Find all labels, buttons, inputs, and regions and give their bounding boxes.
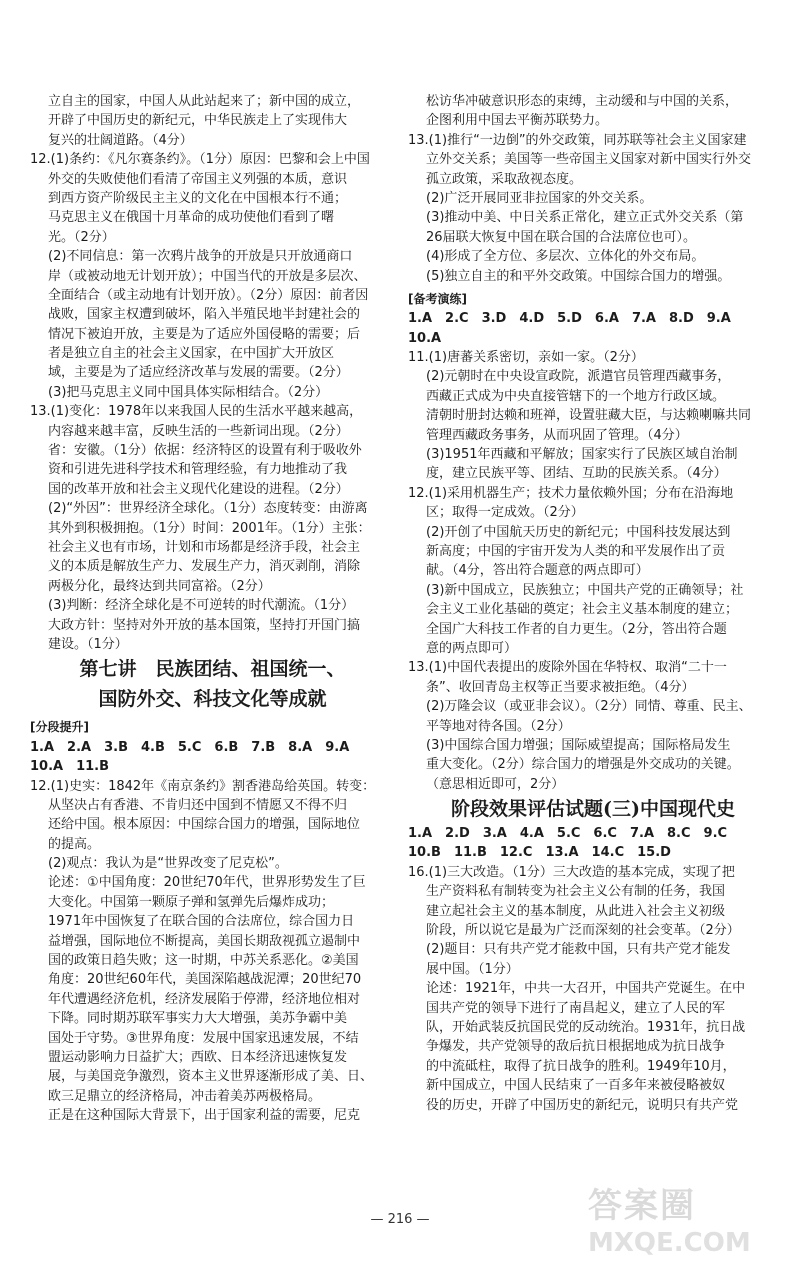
text-line: 条”、收回青岛主权等正当要求被拒绝。（4分） <box>426 679 695 695</box>
text-line: 13.(1)中国代表提出的废除外国在华特权、取消“二十一 <box>408 660 727 676</box>
text-line: (3)推动中美、中日关系正常化，建立正式外交关系（第 <box>426 210 744 226</box>
watermark-bottom-text: MXQE.COM <box>588 1228 751 1258</box>
answer-key-line: 1.A 2.A 3.B 4.B 5.C 6.B 7.B 8.A 9.A <box>30 739 350 755</box>
answer-key-line: 10.A <box>408 330 442 346</box>
section-tag: [备考演练] <box>408 291 467 306</box>
page-number: — 216 — <box>370 1212 430 1227</box>
line-text: （1分）依据：经济特区的设置有利于吸收外 <box>113 443 362 459</box>
text-line: 欧三足鼎立的经济格局，冲击着美苏两极格局。 <box>48 1088 322 1104</box>
text-line: 国共产党的领导下进行了南昌起义，建立了人民的军 <box>426 1000 726 1016</box>
left-column <box>30 92 395 1126</box>
right-column <box>408 92 778 1115</box>
text-line: 到西方资产阶级民主主义的文化在中国根本行不通； <box>48 190 348 206</box>
text-line: 论述：①中国角度：20世纪70年代，世界形势发生了巨 <box>48 875 366 891</box>
text-line: (3)中国综合国力增强；国际威望提高；国际格局发生 <box>426 737 731 753</box>
text-line: 岸（或被动地无计划开放）；中国当代的开放是多层次、 <box>48 268 367 284</box>
text-line: 马克思主义在俄国十月革命的成功使他们看到了曙 <box>48 210 335 226</box>
text-line: 其外到积极拥抱。（1分）时间：2001年。（1分）主张： <box>48 520 371 536</box>
text-line: 盟运动影响力日益扩大；西欧、日本经济迅速恢复发 <box>48 1049 348 1065</box>
text-line: 展中国。（1分） <box>426 961 519 977</box>
text-line: 26届联大恢复中国在联合国的合法席位也可）。 <box>426 229 697 245</box>
text-line: 益增强，国际地位不断提高，美国长期敌视孤立遏制中 <box>48 933 361 949</box>
text-line: 全国广大科技工作者的自力更生。（2分，答出符合题 <box>426 621 727 637</box>
text-line: (3)把马克思主义同中国具体实际相结合。（2分） <box>48 384 329 400</box>
text-line: 资和引进先进科学技术和管理经验，有力地推动了我 <box>48 462 348 478</box>
answer-key-line: 10.A 11.B <box>30 759 110 775</box>
text-line: (2)广泛开展同亚非拉国家的外交关系。 <box>426 190 653 206</box>
text-line: 新高度；中国的宇宙开发为人类的和平发展作出了贡 <box>426 543 726 559</box>
text-line: 角度：20世纪60年代，美国深陷越战泥潭；20世纪70 <box>48 972 362 988</box>
text-line: 国处于守势。③世界角度：发展中国家迅速发展，不结 <box>48 1030 359 1046</box>
text-line: 企图利用中国去平衡苏联势力。 <box>426 113 609 129</box>
text-line: 展，与美国竞争激烈，资本主义世界逐渐形成了美、日、 <box>48 1069 374 1085</box>
text-line: 16.(1)三大改造。（1分）三大改造的基本完成，实现了把 <box>408 864 735 880</box>
text-line: (4)形成了全方位、多层次、立体化的外交布局。 <box>426 249 705 265</box>
text-line: (2)万隆会议（或亚非会议）。（2分）同情、尊重、民主、 <box>426 699 752 715</box>
text-line: 生产资料私有制转变为社会主义公有制的任务，我国 <box>426 884 726 900</box>
text-line: 国的政策日趋失败；这一时期，中苏关系恶化。②美国 <box>48 953 359 969</box>
text-line: 正是在这种国际大背景下，出于国家利益的需要，尼克 <box>48 1108 361 1124</box>
section-title: 国防外交、科技文化等成就 <box>98 688 327 711</box>
answer-key-line: 1.A 2.D 3.A 4.A 5.C 6.C 7.A 8.C 9.C <box>408 826 728 842</box>
text-line: (2)“外因”：世界经济全球化。（1分）态度转变：由游离 <box>48 501 368 517</box>
text-line: 全面结合（或主动地有计划开放）。（2分）原因：前者因 <box>48 287 369 303</box>
line-prefix: 省：安徽。 <box>48 443 114 459</box>
text-line: 西藏正式成为中央直接管辖下的一个地方行政区域。 <box>426 388 726 404</box>
text-line: (2)题目：只有共产党才能救中国，只有共产党才能发 <box>426 942 731 958</box>
text-line: 1971年中国恢复了在联合国的合法席位，综合国力日 <box>48 914 355 930</box>
text-line: 12.(1)史实：1842年《南京条约》割香港岛给英国。转变： <box>30 778 376 794</box>
text-line: 意的两点即可） <box>426 640 518 656</box>
text-line: 13.(1)变化：1978年以来我国人民的生活水平越来越高， <box>30 404 363 420</box>
text-line: (3)1951年西藏和平解放；国家实行了民族区域自治制 <box>426 447 738 463</box>
text-line: 从坚决占有香港、不肯归还中国到不情愿又不得不归 <box>48 797 348 813</box>
section-title: 第七讲 民族团结、祖国统一、 <box>79 658 346 681</box>
text-line: 者是独立自主的社会主义国家，在中国扩大开放区 <box>48 346 335 362</box>
text-line: 大政方针：坚持对外开放的基本国策，坚持打开国门搞 <box>48 617 361 633</box>
text-line: 松访华冲破意识形态的束缚，主动缓和与中国的关系， <box>426 94 739 109</box>
watermark-top-text: 答案圈 <box>588 1186 696 1226</box>
text-line: 13.(1)推行“一边倒”的外交政策，同苏联等社会主义国家建 <box>408 132 747 148</box>
text-line: 情况下被迫开放，主要是为了适应外国侵略的需要；后 <box>48 326 361 342</box>
text-line: 建立起社会主义的基本制度，从此进入社会主义初级 <box>426 903 726 919</box>
text-line: 争爆发，共产党领导的敌后抗日根据地成为抗日战争 <box>426 1039 726 1055</box>
text-line: （意思相近即可，2分） <box>426 776 565 792</box>
answer-key-line: 10.B 11.B 12.C 13.A 14.C 15.D <box>408 845 671 861</box>
text-line: 开辟了中国历史的新纪元，中华民族走上了实现伟大 <box>48 113 348 129</box>
text-line: 12.(1)条约：《凡尔赛条约》。（1分）原因：巴黎和会上中国 <box>30 152 370 168</box>
text-line: 义的本质是解放生产力、发展生产力，消灭剥削，消除 <box>48 559 361 575</box>
text-line: 论述：1921年，中共一大召开，中国共产党诞生。在中 <box>426 981 746 997</box>
text-line: (2)不同信息：第一次鸦片战争的开放是只开放通商口 <box>48 249 353 265</box>
text-line: 社会主义也有市场，计划和市场都是经济手段，社会主 <box>48 539 361 555</box>
section-title: 阶段效果评估试题(三)中国现代史 <box>451 798 735 821</box>
watermark-logo <box>588 1185 788 1265</box>
text-line: 清朝时册封达赖和班禅，设置驻藏大臣，与达赖喇嘛共同 <box>426 408 752 424</box>
text-line: 孤立政策，采取敌视态度。 <box>426 171 583 187</box>
text-line: 两极分化，最终达到共同富裕。（2分） <box>48 578 271 594</box>
section-tag: [分段提升] <box>30 720 89 735</box>
text-line: 11.(1)唐蕃关系密切，亲如一家。（2分） <box>408 350 644 366</box>
text-line: (2)观点：我认为是“世界改变了尼克松”。 <box>48 856 288 872</box>
text-line: 国的改革开放和社会主义现代化建设的进程。（2分） <box>48 481 349 497</box>
text-line: 外交的失败使他们看清了帝国主义列强的本质，意识 <box>48 171 348 187</box>
text-line: (2)元朝时在中央设宣政院，派遣官员管理西藏事务， <box>426 369 731 385</box>
text-line: 队，开始武装反抗国民党的反动统治。1931年，抗日战 <box>426 1019 746 1035</box>
text-line: 年代遭遇经济危机，经济发展陷于停滞，经济地位相对 <box>48 991 361 1007</box>
text-line: 复兴的壮阔道路。（4分） <box>48 132 193 148</box>
text-line: 域，主要是为了适应经济改革与发展的需要。（2分） <box>48 365 349 381</box>
text-line: 新中国成立，中国人民结束了一百多年来被侵略被奴 <box>426 1078 726 1094</box>
text-line: 下降。同时期苏联军事实力大大增强，美苏争霸中美 <box>48 1011 348 1027</box>
text-line <box>30 441 395 460</box>
text-line: 战败，国家主权遭到破坏，陷入半殖民地半封建社会的 <box>48 307 361 323</box>
text-line: 内容越来越丰富，反映生活的一些新词出现。（2分） <box>48 423 349 439</box>
text-line: 阶段，所以说它是最为广泛而深刻的社会变革。（2分） <box>426 923 740 939</box>
text-line: 管理西藏政务事务，从而巩固了管理。（4分） <box>426 427 688 443</box>
text-line: (5)独立自主的和平外交政策。中国综合国力的增强。 <box>426 268 731 284</box>
text-line: 的中流砥柱，取得了抗日战争的胜利。1949年10月， <box>426 1058 736 1074</box>
text-line: 献。（4分，答出符合题意的两点即可） <box>426 563 649 579</box>
answer-key-line: 1.A 2.C 3.D 4.D 5.D 6.A 7.A 8.D 9.A <box>408 311 731 327</box>
text-line: 还给中国。根本原因：中国综合国力的增强，国际地位 <box>48 817 361 833</box>
text-line: 光。（2分） <box>48 229 115 245</box>
text-line: 会主义工业化基础的奠定；社会主义基本制度的建立； <box>426 602 739 618</box>
text-line: 平等地对待各国。（2分） <box>426 718 571 734</box>
text-line: 重大变化。（2分）综合国力的增强是外交成功的关键。 <box>426 757 740 773</box>
text-line: (3)新中国成立，民族独立；中国共产党的正确领导；社 <box>426 582 744 598</box>
text-line: 12.(1)采用机器生产；技术力量依赖外国；分布在沿海地 <box>408 485 734 501</box>
text-line: 的提高。 <box>48 836 101 852</box>
text-line: 立外交关系；美国等一些帝国主义国家对新中国实行外交 <box>426 152 752 168</box>
text-line: 大变化。中国第一颗原子弹和氢弹先后爆炸成功； <box>48 894 335 910</box>
text-line: (2)开创了中国航天历史的新纪元；中国科技发展达到 <box>426 524 731 540</box>
text-line: 区；取得一定成效。（2分） <box>426 505 584 521</box>
text-line: 度，建立民族平等、团结、互助的民族关系。（4分） <box>426 466 727 482</box>
text-line: (3)判断：经济全球化是不可逆转的时代潮流。（1分） <box>48 598 355 614</box>
text-line: 役的历史，开辟了中国历史的新纪元，说明只有共产党 <box>426 1097 739 1113</box>
text-line: 立自主的国家，中国人从此站起来了；新中国的成立， <box>48 94 361 109</box>
text-line: 建设。（1分） <box>48 636 128 652</box>
